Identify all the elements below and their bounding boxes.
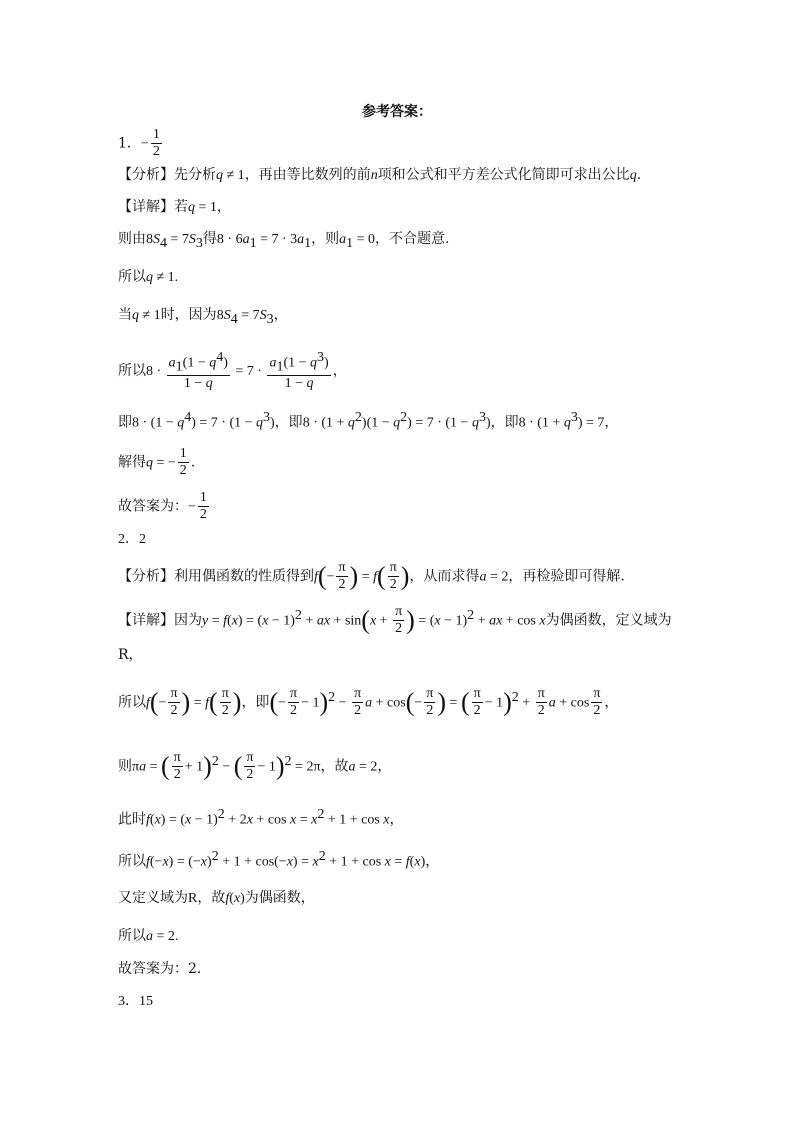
q1-detail-4: 当q ≠ 1时，因为$8S_4 = 7S_3$， <box>118 307 288 327</box>
q1-detail-8: 故答案为：− $\frac{1}{2}$ <box>118 490 207 522</box>
q1-analysis: 【分析】先分析q ≠ 1，再由等比数列的前n项和公式和平方差公式化简即可求出公比q. <box>118 167 642 183</box>
q2-detail-7: 所以a = 2. <box>118 928 179 944</box>
q1-detail-3: 所以q ≠ 1. <box>118 269 179 285</box>
q1-detail-6: 即$8 \cdot (1 - q^4) = 7 \cdot (1 - q^3)$，即$8 \cdot (1 + q^2)(1 - q^2) = 7 \cdot (1 - q^3)$，即$8 \cdot (1 + q^3) = 7$， <box>118 410 619 431</box>
q2-detail-1-cont: R， <box>118 647 143 663</box>
q2-detail-1: 【详解】因为$y = f(x) = (x - 1)^2$ + ax + sin(x + $\frac{\pi}{2}$ ) = $(x - 1)^2$ + ax + cos x为偶函数，定义域为 <box>118 604 672 636</box>
q2-detail-8: 故答案为：2. <box>118 961 202 977</box>
q1-answer-line: 1．− $\frac{1}{2}$ <box>118 127 160 159</box>
q2-detail-4: 此时$f(x) = (x - 1)^2 + 2x + \cos x = x^2 + 1 + \cos x$， <box>118 807 404 828</box>
q3-number: 3．15 <box>118 994 153 1009</box>
q2-number: 2．2 <box>118 532 146 547</box>
q2-detail-2: 所以f(− $\frac{\pi}{2}$ ) = f( $\frac{\pi}{2}$ )，即(− $\frac{\pi}{2}$ − 1)$^2$ − $\frac{\pi}{2}$ a + cos(− $\frac{\pi}{2}$ ) = ( $\frac{\pi}{2}$ − 1)$^2$ + $\frac{\pi}{2}$ a + cos $\frac{\pi}{2}$ ， <box>118 686 619 718</box>
q2-analysis: 【分析】利用偶函数的性质得到f(− $\frac{\pi}{2}$ ) = f( $\frac{\pi}{2}$ )，从而求得a = 2，再检验即可得解. <box>118 560 625 592</box>
q1-detail-2: 则由$8S_4 = 7S_3$得$8 \cdot 6a_1 = 7 \cdot 3a_1$，则$a_1 = 0$，不合题意. <box>118 231 450 251</box>
q2-detail-3: 则πa = ( $\frac{\pi}{2}$ + 1)$^2$ − ( $\frac{\pi}{2}$ − 1)$^2$ = 2π，故a = 2， <box>118 750 392 782</box>
q1-detail-7: 解得q = − $\frac{1}{2}$ . <box>118 446 196 478</box>
q1-number: 1． <box>118 135 141 152</box>
q1-detail-5: 所以8 · $\frac{a_1(1 - q^4)}{1 - q}$ = 7 · $\frac{a_1(1 - q^3)}{1 - q}$ ， <box>118 350 347 392</box>
page-title: 参考答案： <box>362 104 432 120</box>
q1-answer-fraction: $\frac{1}{2}$ <box>152 127 160 159</box>
q1-detail-1: 【详解】若q = 1， <box>118 199 231 215</box>
q3-answer-line <box>118 992 153 1011</box>
q2-answer-line <box>118 530 146 549</box>
q2-detail-6: 又定义域为R，故f(x)为偶函数， <box>118 890 315 906</box>
q2-detail-5: 所以$f(-x) = (-x)^2 + 1 + \cos(-x) = x^2 + 1 + \cos x = f(x)$， <box>118 849 440 870</box>
